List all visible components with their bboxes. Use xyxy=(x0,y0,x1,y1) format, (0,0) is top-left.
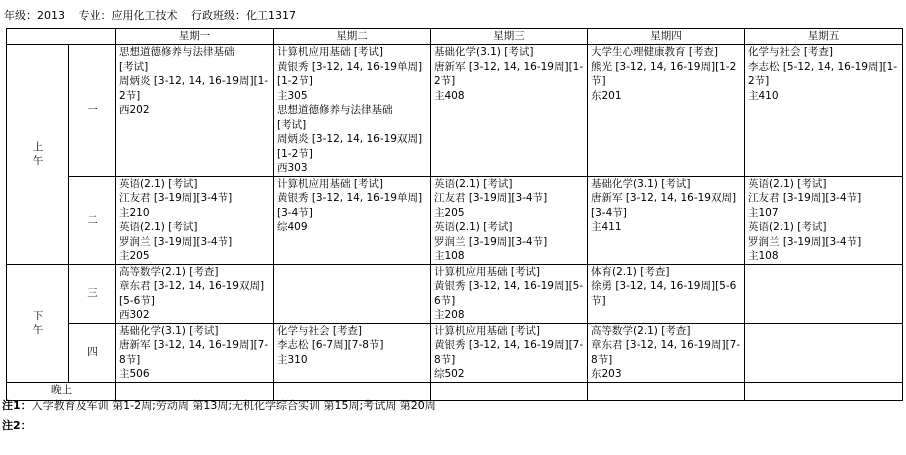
schedule-header xyxy=(4,9,306,23)
day-header-mon: 星期一 xyxy=(116,29,274,45)
day-header-tue: 星期二 xyxy=(274,29,431,45)
evening-label: 晚上 xyxy=(7,382,116,400)
note-2-label: 注2： xyxy=(2,419,32,432)
course-line: 李志松 [5-12, 14, 16-19周][1-2节] xyxy=(748,60,898,87)
cell xyxy=(745,382,903,400)
cell xyxy=(431,323,588,382)
course-line: 英语(2.1) [考试] xyxy=(748,177,827,190)
course-line: 黄银秀 [3-12, 14, 16-19单周][1-2节] xyxy=(277,60,423,87)
course-line: 综409 xyxy=(277,221,308,233)
course-line: 黄银秀 [3-12, 14, 16-19周][5-6节] xyxy=(434,280,584,307)
course-line: 体育(2.1) [考查] xyxy=(591,265,670,278)
course-line: 化学与社会 [考查] xyxy=(277,324,363,337)
note-1-label: 注1： xyxy=(2,399,32,412)
class-label: 行政班级：化工1317 xyxy=(191,9,296,22)
cell xyxy=(745,264,903,323)
cell xyxy=(588,323,745,382)
course-line: 主410 xyxy=(748,89,779,102)
note-1-text: 入学教育及军训 第1-2周;劳动周 第13周;无机化学综合实训 第15周;考试周 第20周 xyxy=(31,399,436,412)
course-line: 周炳炎 [3-12, 14, 16-19双周][1-2节] xyxy=(277,133,423,160)
cell xyxy=(274,382,431,400)
cell xyxy=(116,176,274,264)
corner-cell xyxy=(7,29,116,45)
major-label: 专业：应用化工技术 xyxy=(78,9,178,22)
course-line: 西202 xyxy=(119,104,150,116)
course-line: 英语(2.1) [考试] xyxy=(434,177,513,190)
cell xyxy=(116,323,274,382)
course-line: 计算机应用基础 [考试] xyxy=(434,324,541,337)
course-line: 基础化学(3.1) [考试] xyxy=(119,324,219,337)
course-line: 英语(2.1) [考试] xyxy=(434,221,513,233)
course-line: 主208 xyxy=(434,309,465,321)
course-line: 东201 xyxy=(591,89,622,102)
course-line: 江友君 [3-19周][3-4节] xyxy=(119,192,233,204)
row-period-2 xyxy=(7,176,903,264)
period-2-label: 二 xyxy=(69,176,116,264)
course-line: 主411 xyxy=(591,221,622,233)
grade-label: 年级：2013 xyxy=(4,9,65,22)
course-line: 计算机应用基础 [考试] xyxy=(277,46,384,58)
day-header-wed: 星期三 xyxy=(431,29,588,45)
cell xyxy=(274,323,431,382)
cell xyxy=(588,264,745,323)
course-line: 西303 xyxy=(277,162,308,174)
course-line: [考试] xyxy=(119,60,149,73)
cell xyxy=(745,176,903,264)
course-line: 唐新军 [3-12, 14, 16-19周][7-8节] xyxy=(119,339,269,366)
cell xyxy=(274,45,431,177)
course-line: 主408 xyxy=(434,89,465,102)
course-line: 基础化学(3.1) [考试] xyxy=(591,177,691,190)
course-line: 江友君 [3-19周][3-4节] xyxy=(748,192,862,204)
cell xyxy=(431,176,588,264)
course-line: 主506 xyxy=(119,368,150,380)
course-line: 高等数学(2.1) [考查] xyxy=(591,324,691,337)
course-line: 英语(2.1) [考试] xyxy=(119,177,198,190)
note-2 xyxy=(2,419,32,433)
row-period-4 xyxy=(7,323,903,382)
course-line: 高等数学(2.1) [考查] xyxy=(119,265,219,278)
cell xyxy=(116,382,274,400)
course-line: 江友君 [3-19周][3-4节] xyxy=(434,192,548,204)
course-line: 主205 xyxy=(434,206,465,219)
course-line: 罗润兰 [3-19周][3-4节] xyxy=(434,235,548,248)
cell xyxy=(745,323,903,382)
course-line: 熊光 [3-12, 14, 16-19周][1-2节] xyxy=(591,60,737,87)
cell xyxy=(274,176,431,264)
course-line: [考试] xyxy=(277,118,307,131)
period-3-label: 三 xyxy=(69,264,116,323)
cell xyxy=(431,382,588,400)
course-line: 大学生心理健康教育 [考查] xyxy=(591,46,719,58)
cell xyxy=(745,45,903,177)
cell xyxy=(588,176,745,264)
day-header-thu: 星期四 xyxy=(588,29,745,45)
cell xyxy=(431,45,588,177)
course-line: 黄银秀 [3-12, 14, 16-19周][7-8节] xyxy=(434,339,584,366)
course-line: 徐勇 [3-12, 14, 16-19周][5-6节] xyxy=(591,280,737,307)
course-line: 东203 xyxy=(591,368,622,380)
course-line: 综502 xyxy=(434,368,465,380)
course-line: 基础化学(3.1) [考试] xyxy=(434,46,534,58)
cell xyxy=(431,264,588,323)
course-line: 唐新军 [3-12, 14, 16-19双周][3-4节] xyxy=(591,192,737,219)
course-line: 主210 xyxy=(119,206,150,219)
row-evening xyxy=(7,382,903,400)
course-line: 英语(2.1) [考试] xyxy=(119,221,198,233)
course-line: 主108 xyxy=(434,250,465,262)
course-line: 计算机应用基础 [考试] xyxy=(434,265,541,278)
course-line: 周炳炎 [3-12, 14, 16-19周][1-2节] xyxy=(119,75,269,102)
course-line: 西302 xyxy=(119,309,150,321)
cell xyxy=(116,264,274,323)
afternoon-label: 下 午 xyxy=(7,264,69,382)
cell xyxy=(116,45,274,177)
course-line: 罗润兰 [3-19周][3-4节] xyxy=(748,235,862,248)
course-line: 章东君 [3-12, 14, 16-19双周][5-6节] xyxy=(119,280,265,307)
course-line: 主310 xyxy=(277,353,308,366)
course-line: 主205 xyxy=(119,250,150,262)
course-line: 李志松 [6-7周][7-8节] xyxy=(277,339,384,351)
course-line: 化学与社会 [考查] xyxy=(748,46,834,58)
period-1-label: 一 xyxy=(69,45,116,177)
note-1 xyxy=(2,399,436,413)
course-line: 主108 xyxy=(748,250,779,262)
row-period-3 xyxy=(7,264,903,323)
cell xyxy=(588,45,745,177)
course-line: 章东君 [3-12, 14, 16-19周][7-8节] xyxy=(591,339,741,366)
course-line: 思想道德修养与法律基础 xyxy=(119,46,235,58)
row-period-1 xyxy=(7,45,903,177)
course-line: 思想道德修养与法律基础 xyxy=(277,104,393,116)
course-line: 唐新军 [3-12, 14, 16-19周][1-2节] xyxy=(434,60,584,87)
cell xyxy=(588,382,745,400)
course-line: 主305 xyxy=(277,89,308,102)
cell xyxy=(274,264,431,323)
course-line: 英语(2.1) [考试] xyxy=(748,221,827,233)
course-line: 主107 xyxy=(748,206,779,219)
period-4-label: 四 xyxy=(69,323,116,382)
day-header-fri: 星期五 xyxy=(745,29,903,45)
morning-label: 上 午 xyxy=(7,45,69,265)
course-line: 计算机应用基础 [考试] xyxy=(277,177,384,190)
course-line: 罗润兰 [3-19周][3-4节] xyxy=(119,235,233,248)
timetable-header-row xyxy=(7,29,903,45)
course-line: 黄银秀 [3-12, 14, 16-19单周][3-4节] xyxy=(277,192,423,219)
timetable xyxy=(6,28,903,401)
